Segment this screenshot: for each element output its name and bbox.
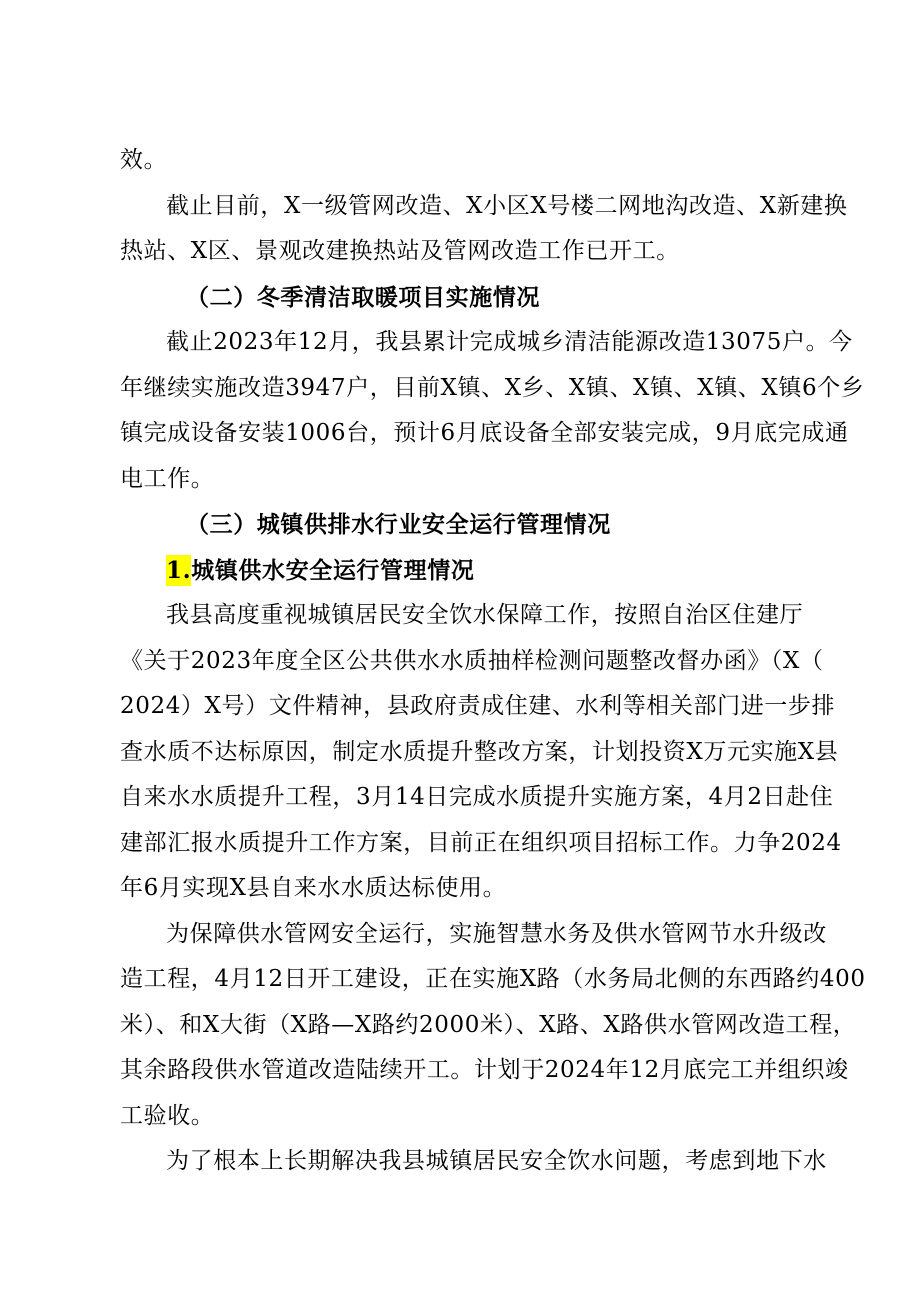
paragraph-line: 我县高度重视城镇居民安全饮水保障工作，按照自治区住建厅 bbox=[166, 602, 804, 628]
paragraph-line: 自来水水质提升工程，3月14日完成水质提升实施方案，4月2日赴住 bbox=[120, 784, 834, 810]
subsection-heading-text: 城镇供水安全运行管理情况 bbox=[191, 556, 475, 584]
section-heading-3: （三）城镇供排水行业安全运行管理情况 bbox=[186, 511, 611, 538]
paragraph-line: 建部汇报水质提升工作方案，目前正在组织项目招标工作。力争2024 bbox=[120, 829, 842, 856]
paragraph-line: 电工作。 bbox=[120, 465, 215, 492]
paragraph-line: 工验收。 bbox=[120, 1102, 215, 1129]
subsection-heading bbox=[120, 548, 820, 594]
paragraph-line: 2024）X号）文件精神，县政府责成住建、水利等相关部门进一步排 bbox=[120, 693, 836, 719]
paragraph-line: 为了根本上长期解决我县城镇居民安全饮水问题，考虑到地下水 bbox=[166, 1148, 827, 1174]
paragraph-line: 热站、X区、景观改建换热站及管网改造工作已开工。 bbox=[120, 238, 680, 264]
highlighted-number: 1. bbox=[166, 556, 192, 584]
paragraph-line: 米）、和X大街（X路—X路约2000米）、X路、X路供水管网改造工程， bbox=[120, 1011, 857, 1038]
paragraph-line: 截止目前，X一级管网改造、X小区X号楼二网地沟改造、X新建换 bbox=[166, 192, 848, 219]
paragraph-line: 为保障供水管网安全运行，实施智慧水务及供水管网节水升级改 bbox=[166, 920, 827, 947]
paragraph-line: 镇完成设备安装1006台，预计6月底设备全部安装完成，9月底完成通 bbox=[120, 420, 849, 446]
section-heading-2: （二）冬季清洁取暖项目实施情况 bbox=[186, 283, 540, 311]
paragraph-line: 截止2023年12月，我县累计完成城乡清洁能源改造13075户。今 bbox=[166, 329, 853, 355]
document-page bbox=[120, 138, 866, 1185]
paragraph-line: 年继续实施改造3947户，目前X镇、X乡、X镇、X镇、X镇、X镇6个乡 bbox=[120, 374, 865, 401]
paragraph-line: 查水质不达标原因，制定水质提升整改方案，计划投资X万元实施X县 bbox=[120, 738, 839, 765]
paragraph-line: 年6月实现X县自来水水质达标使用。 bbox=[120, 875, 507, 901]
paragraph-line: 造工程，4月12日开工建设，正在实施X路（水务局北侧的东西路约400 bbox=[120, 966, 866, 992]
paragraph-line: 其余路段供水管道改造陆续开工。计划于2024年12月底完工并组织竣 bbox=[120, 1057, 849, 1083]
paragraph-line: 《关于2023年度全区公共供水水质抽样检测问题整改督办函》（X（ bbox=[120, 647, 824, 674]
paragraph-line: 效。 bbox=[120, 147, 168, 173]
